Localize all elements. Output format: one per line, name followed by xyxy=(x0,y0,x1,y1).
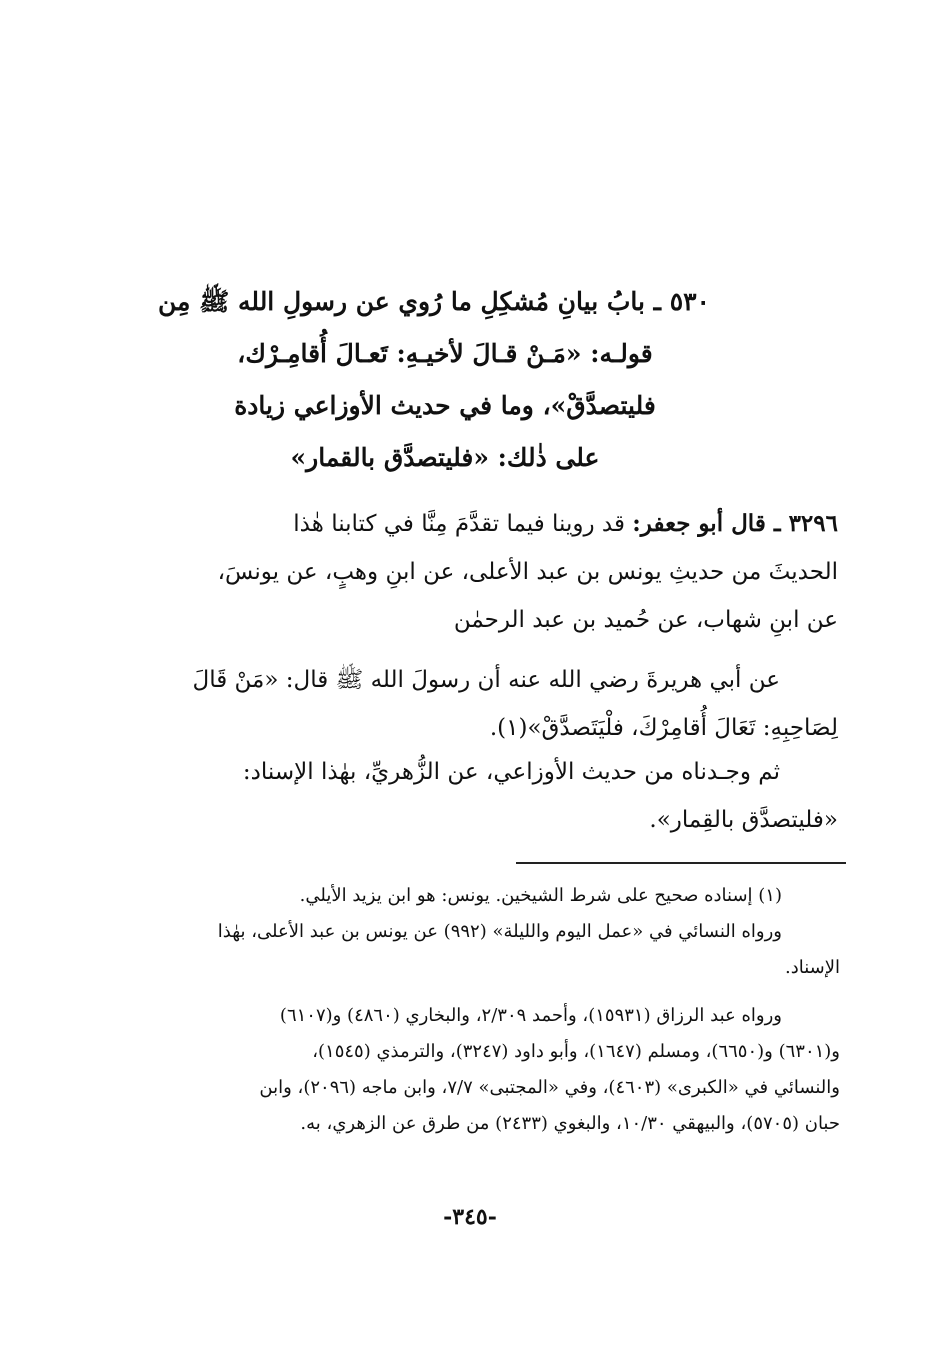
chapter-heading-line: على ذٰلك: «فليتصدَّق بالقمار» xyxy=(290,443,600,472)
chapter-heading xyxy=(157,276,710,484)
footnote-line: حبان (٥٧٠٥)، والبيهقي ١٠/٣٠، والبغوي (٢٤٣٣) من طرق عن الزهري، به. xyxy=(300,1113,840,1134)
chapter-heading-line: ٥٣٠ ـ بابُ بيانِ مُشكِلِ ما رُوي عن رسولِ الله ﷺ مِن xyxy=(157,287,710,316)
body-paragraph xyxy=(128,748,838,844)
body-line: لِصَاحِبِهِ: تَعَالَ أُقامِرْكَ، فلْيَتَصدَّقْ»(١). xyxy=(489,715,838,741)
chapter-heading-line: قولـه: «مَـنْ قـالَ لأخيـهِ: تَعـالَ أُقامِـرْك، xyxy=(237,339,653,368)
footnote-line: ورواه عبد الرزاق (١٥٩٣١)، وأحمد ٢/٣٠٩، والبخاري (٤٨٦٠) و(٦١٠٧) xyxy=(279,1005,782,1026)
hadith-paragraph xyxy=(128,500,838,644)
hadith-line: عن ابنِ شهاب، عن حُميد بن عبد الرحمٰن xyxy=(453,607,838,633)
body-paragraph xyxy=(128,656,838,752)
hadith-line xyxy=(128,500,838,548)
page-number: -٣٤٥- xyxy=(443,1204,497,1230)
body-line: «فليتصدَّق بالقِمار». xyxy=(649,807,838,833)
footnote-line: والنسائي في «الكبرى» (٤٦٠٣)، وفي «المجتبى» ٧/٧، وابن ماجه (٢٠٩٦)، وابن xyxy=(259,1077,840,1098)
footnote-line: ورواه النسائي في «عمل اليوم والليلة» (٩٩٢) عن يونس بن عبد الأعلى، بهٰذا xyxy=(217,921,782,942)
body-line: ثم وجـدناه من حديث الأوزاعي، عن الزُّهريِّ، بهٰذا الإسناد: xyxy=(242,759,780,785)
footnote-line: (١) إسناده صحيح على شرط الشيخين. يونس: هو ابن يزيد الأيلي. xyxy=(299,885,782,906)
chapter-heading-line: فليتصدَّقْ»، وما في حديث الأوزاعي زيادة xyxy=(234,391,656,420)
body-line: عن أبي هريرةَ رضي الله عنه أن رسولَ الله ﷺ قال: «مَنْ قَالَ xyxy=(192,667,780,693)
hadith-line: الحديثَ من حديثِ يونس بن عبد الأعلى، عن ابنِ وهبٍ، عن يونسَ، xyxy=(217,559,838,585)
footnote-separator xyxy=(516,862,846,864)
footnotes xyxy=(128,878,840,1142)
footnote-line: الإسناد. xyxy=(784,957,840,978)
footnote-line: و(٦٣٠١) و(٦٦٥٠)، ومسلم (١٦٤٧)، وأبو داود (٣٢٤٧)، والترمذي (١٥٤٥)، xyxy=(312,1041,840,1062)
hadith-text: قد روينا فيما تقدَّمَ مِنَّا في كتابنا هٰذا xyxy=(293,511,633,537)
hadith-number: ٣٢٩٦ ـ قال أبو جعفر: xyxy=(632,510,838,537)
